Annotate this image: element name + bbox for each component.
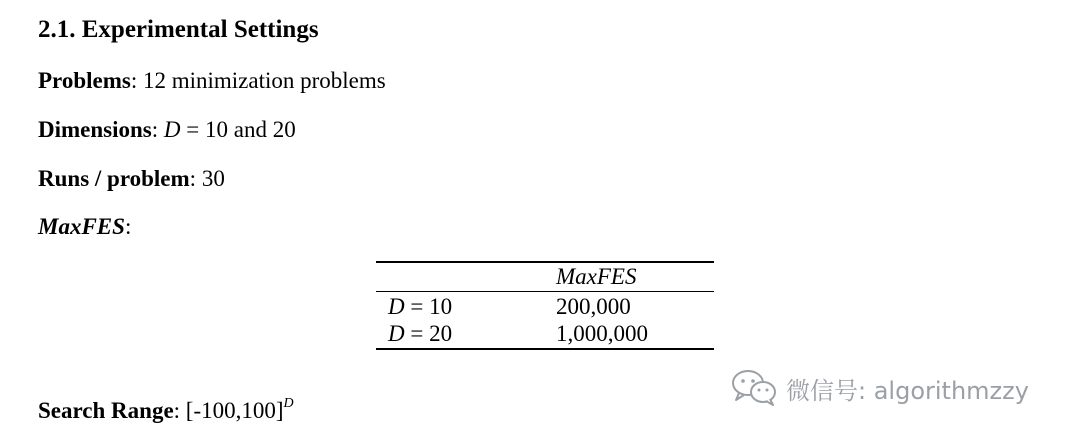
problems-value: 12 minimization problems — [137, 68, 386, 93]
runs-sep: : — [189, 166, 197, 191]
maxfes-line — [38, 214, 131, 240]
table-row-2-value: 1,000,000 — [556, 321, 648, 346]
maxfes-sep: : — [124, 214, 132, 239]
runs-value: 30 — [196, 166, 225, 191]
problems-sep: : — [130, 68, 138, 93]
maxfes-label: MaxFES — [38, 214, 125, 239]
wechat-icon — [730, 368, 780, 408]
dimensions-value: = 10 and 20 — [180, 117, 296, 142]
runs-line — [38, 166, 225, 192]
problems-line — [38, 68, 386, 94]
search-range-line — [38, 398, 294, 424]
dimensions-label: Dimensions — [38, 117, 152, 142]
table-bottom-rule — [376, 348, 714, 350]
section-heading: 2.1. Experimental Settings — [38, 16, 319, 43]
table-row-1-dimension — [388, 294, 452, 320]
search-range-label: Search Range — [38, 398, 174, 423]
search-range-value: [-100,100] — [185, 398, 284, 423]
problems-label: Problems — [38, 68, 131, 93]
table-row-2-eq: = 20 — [404, 321, 453, 346]
dimensions-line — [38, 117, 296, 143]
maxfes-table — [376, 261, 714, 350]
table-row-2-var: D — [388, 321, 405, 346]
dimensions-var: D — [163, 117, 181, 142]
runs-label: Runs / problem — [38, 166, 190, 191]
dimensions-sep: : — [151, 117, 164, 142]
table-row-2-dimension — [388, 321, 452, 347]
table-row-1-eq: = 10 — [404, 294, 453, 319]
search-range-sep: : — [173, 398, 186, 423]
table-row-1-value: 200,000 — [556, 294, 631, 319]
table-row-1-var: D — [388, 294, 405, 319]
watermark — [730, 368, 1029, 408]
table-top-rule — [376, 261, 714, 263]
watermark-text: 微信号: algorithmzzy — [786, 376, 1029, 405]
table-header-maxfes: MaxFES — [556, 264, 637, 289]
search-range-exponent: D — [283, 396, 294, 412]
table-header-rule — [376, 291, 714, 292]
